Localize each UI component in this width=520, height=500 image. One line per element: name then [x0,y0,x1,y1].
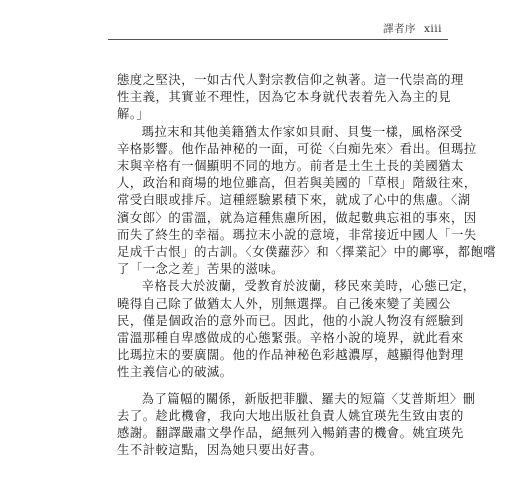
text-line: 濱女郎〉的雷溫，就為這種焦慮所困，做起數典忘祖的事來，因 [117,210,477,225]
body-text [117,72,497,459]
section-title: 譯者序 [383,23,416,35]
text-line: 辛格影響。他作品神秘的一面，可從〈白痴先來〉看出。但瑪拉 [117,141,477,156]
paragraph [117,124,497,279]
text-line: 人，政治和商場的地位雖高，但若與美國的「草根」階級往來， [117,176,477,191]
text-line: 解。」 [117,107,150,122]
text-line: 性主義信心的破滅。 [117,365,233,380]
text-line: 比瑪拉末的要廣闊。他的作品神秘色彩越濃厚，越顯得他對理 [117,348,464,363]
paragraph [117,278,476,381]
text-line: 性主義，其實並不理性，因為它本身就代表着先入為主的見 [117,90,452,105]
text-line: 末與辛格有一個顯明不同的地方。前者是土生土長的美國猶太 [117,159,464,174]
text-line: 去了。趁此機會，我向大地出版社負責人姚宜瑛先生致由衷的 [117,408,464,423]
page-number: xiii [424,23,442,35]
text-line: 瑪拉末和其他美籍猶太作家如貝耐、貝隻一樣，風格深受 [141,124,463,139]
text-line: 常受白眼或排斥。這種經驗累積下來，就成了心中的焦慮。〈湖 [117,193,471,208]
paragraph [117,72,464,124]
text-line: 態度之堅決，一如古代人對宗教信仰之執著。這一代崇高的理 [117,73,464,87]
text-line: 生不計較這點，因為她只要出好書。 [117,443,323,458]
text-line: 辛格長大於波蘭，受教育於波蘭，移民來美時，心態已定， [141,279,476,294]
text-line: 而失了終生的幸福。瑪拉末小說的意境，非常接近中國人「一失 [117,227,477,242]
paragraph [117,391,476,460]
header-rule [108,39,448,40]
running-header [383,21,442,36]
text-line: 曉得自己除了做猶太人外，別無選擇。自己後來變了美國公 [117,296,452,311]
text-line: 為了篇幅的關係，新版把菲臘、羅夫的短篇〈艾普斯坦〉刪 [141,391,476,406]
text-line: 民，僅是個政治的意外而已。因此，他的小說人物沒有經驗到 [117,313,464,328]
text-line: 足成千古恨」的古訓。〈女僕蘿莎〉和〈擇業記〉中的鄺寧，都飽嚐 [117,245,497,260]
text-line: 感謝。翻譯嚴肅文學作品，絕無列入暢銷書的機會。姚宜瑛先 [117,426,464,441]
text-line: 了「一念之差」苦果的滋味。 [117,262,285,277]
text-line: 雷溫那種自卑感做成的心態緊張。辛格小說的境界，就此看來 [117,331,464,346]
